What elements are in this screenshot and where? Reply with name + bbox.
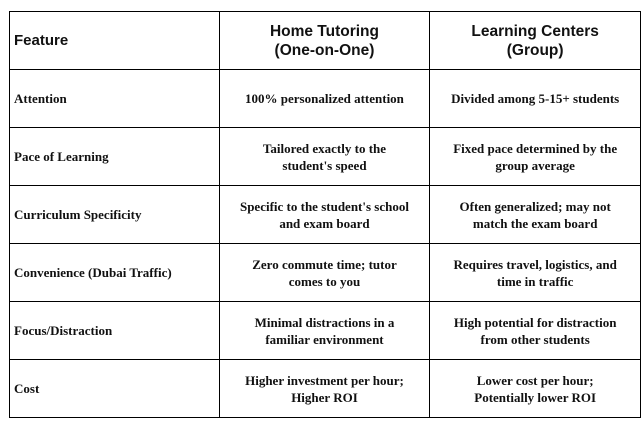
cell-line: Fixed pace determined by the [453, 140, 618, 156]
feature-cell: Pace of Learning [10, 128, 220, 186]
header-home-tutoring-cell [219, 12, 430, 70]
feature-cell: Convenience (Dubai Traffic) [10, 244, 220, 302]
table-row-curriculum-specificity [10, 186, 641, 244]
cell-line: Potentially lower ROI [474, 389, 597, 405]
learning-centers-cell [430, 186, 641, 244]
home-tutoring-cell [219, 302, 430, 360]
learning-centers-cell [430, 302, 641, 360]
table-row-cost [10, 360, 641, 418]
feature-cell: Attention [10, 70, 220, 128]
learning-centers-cell [430, 244, 641, 302]
learning-centers-cell [430, 128, 641, 186]
cell-line: Specific to the student's school [239, 198, 409, 214]
home-tutoring-cell [219, 128, 430, 186]
cell-line: familiar environment [265, 331, 384, 347]
cell-line: time in traffic [496, 273, 574, 289]
home-tutoring-cell [219, 70, 430, 128]
cell-line: Requires travel, logistics, and [453, 256, 617, 272]
header-home-tutoring-subtitle: (One-on-One) [274, 41, 375, 59]
comparison-table [9, 11, 641, 418]
cell-line: Divided among 5-15+ students [451, 91, 620, 106]
cell-line: Lower cost per hour; [476, 372, 594, 388]
cell-line: Often generalized; may not [459, 198, 611, 214]
cell-line: Zero commute time; tutor [252, 256, 397, 272]
home-tutoring-cell [219, 360, 430, 418]
cell-line: 100% personalized attention [245, 91, 404, 106]
header-feature-cell: Feature [10, 12, 220, 70]
table-row-pace-of-learning [10, 128, 641, 186]
header-home-tutoring-title: Home Tutoring [269, 22, 379, 40]
table-row-convenience [10, 244, 641, 302]
header-learning-centers-cell [430, 12, 641, 70]
cell-line: Tailored exactly to the [262, 140, 387, 156]
home-tutoring-cell [219, 186, 430, 244]
table-row-attention [10, 70, 641, 128]
cell-line: group average [495, 157, 575, 173]
header-row [10, 12, 641, 70]
cell-line: Higher investment per hour; [245, 372, 404, 388]
learning-centers-cell [430, 360, 641, 418]
home-tutoring-cell [219, 244, 430, 302]
header-learning-centers-title: Learning Centers [471, 22, 599, 40]
cell-line: match the exam board [472, 215, 598, 231]
cell-line: Higher ROI [291, 389, 358, 405]
cell-line: comes to you [288, 273, 361, 289]
feature-cell: Cost [10, 360, 220, 418]
cell-line: Minimal distractions in a [254, 314, 395, 330]
cell-line: from other students [480, 331, 590, 347]
cell-line: student's speed [282, 157, 367, 173]
feature-cell: Focus/Distraction [10, 302, 220, 360]
learning-centers-cell [430, 70, 641, 128]
cell-line: High potential for distraction [453, 314, 617, 330]
header-learning-centers-subtitle: (Group) [506, 41, 564, 59]
table-row-focus-distraction [10, 302, 641, 360]
feature-cell: Curriculum Specificity [10, 186, 220, 244]
cell-line: and exam board [279, 215, 370, 231]
